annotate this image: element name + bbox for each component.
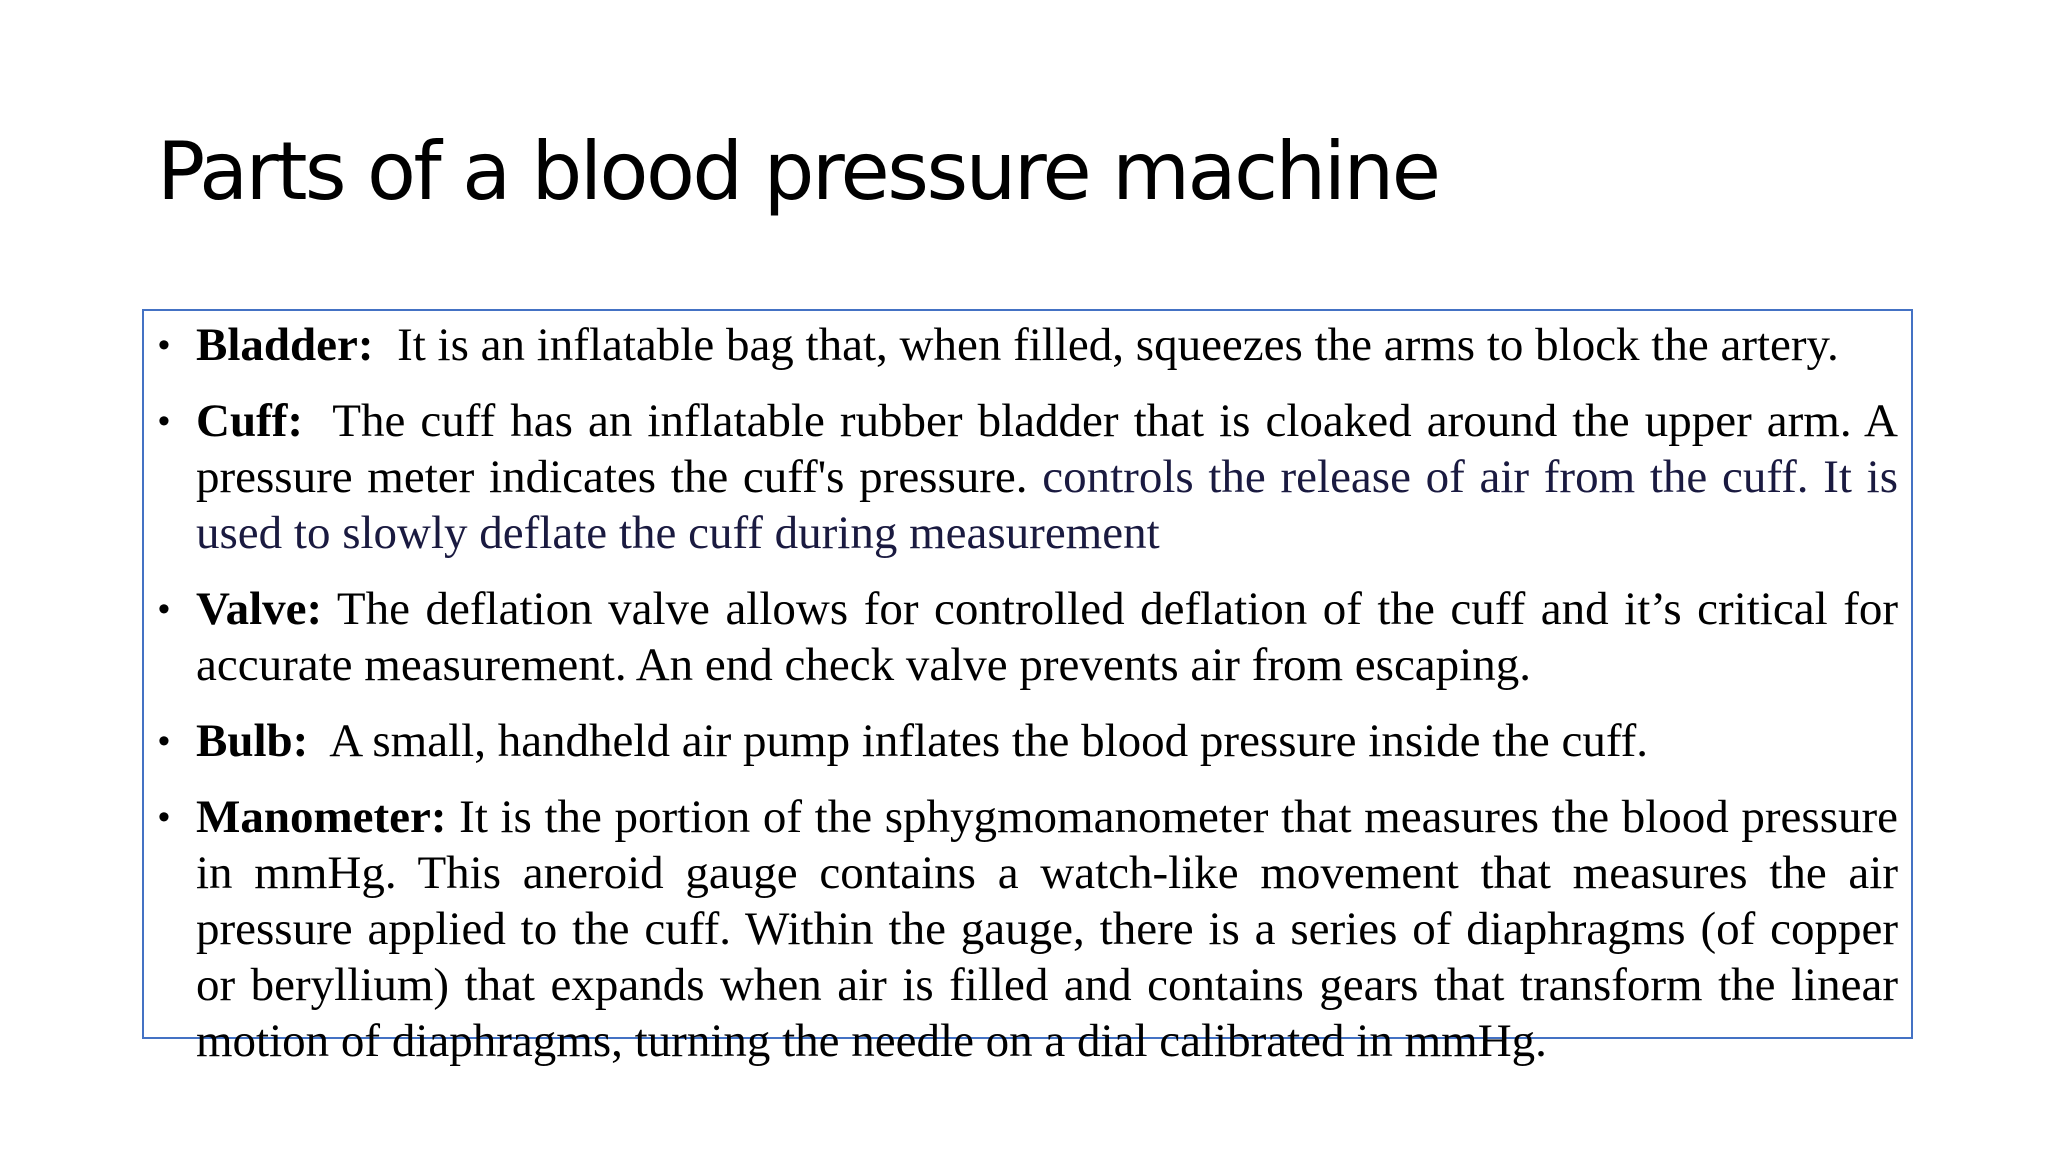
bullet-icon: • <box>158 722 170 760</box>
bullet-icon: • <box>158 798 170 836</box>
bullet-item-cuff[interactable] <box>158 393 1898 561</box>
slide-title[interactable]: Parts of a blood pressure machine <box>157 125 1439 218</box>
bullet-icon: • <box>158 402 170 440</box>
bullet-text: It is an inflatable bag that, when filled, squeezes the arms to block the artery. <box>397 319 1839 371</box>
bullet-list <box>158 317 1898 1089</box>
bullet-item-valve[interactable] <box>158 581 1898 693</box>
bullet-item-bladder[interactable] <box>158 317 1898 373</box>
bullet-term: Manometer: <box>196 791 447 843</box>
bullet-term: Cuff: <box>196 395 304 447</box>
bullet-text-extra: controls the release of air from the cuff. It is used to slowly deflate the cuff during measurement <box>196 451 1899 559</box>
bullet-item-manometer[interactable] <box>158 789 1898 1069</box>
bullet-icon: • <box>158 590 170 628</box>
bullet-text: A small, handheld air pump inflates the blood pressure inside the cuff. <box>329 715 1649 767</box>
bullet-term: Valve: <box>196 583 323 635</box>
bullet-icon: • <box>158 326 170 364</box>
bullet-term: Bladder: <box>196 319 374 371</box>
bullet-text: The deflation valve allows for controlled deflation of the cuff and it’s critical for accurate measurement. An end check valve prevents air from escaping. <box>196 583 1898 691</box>
bullet-text: It is the portion of the sphygmomanometer that measures the blood pressure in mmHg. This aneroid gauge contains a watch-like movement that measures the air pressure applied to the cuff. Within the gauge, there is a series of diaphragms (of copper or beryllium) that expands when air is filled and contains gears that transform the linear motion of diaphragms, turning the needle on a dial calibrated in mmHg. <box>196 791 1898 1067</box>
bullet-term: Bulb: <box>196 715 309 767</box>
bullet-text: The cuff has an inflatable rubber bladder that is cloaked around the upper arm. A pressure meter indicates the cuff's pressure. <box>196 395 1898 503</box>
bullet-item-bulb[interactable] <box>158 713 1898 769</box>
